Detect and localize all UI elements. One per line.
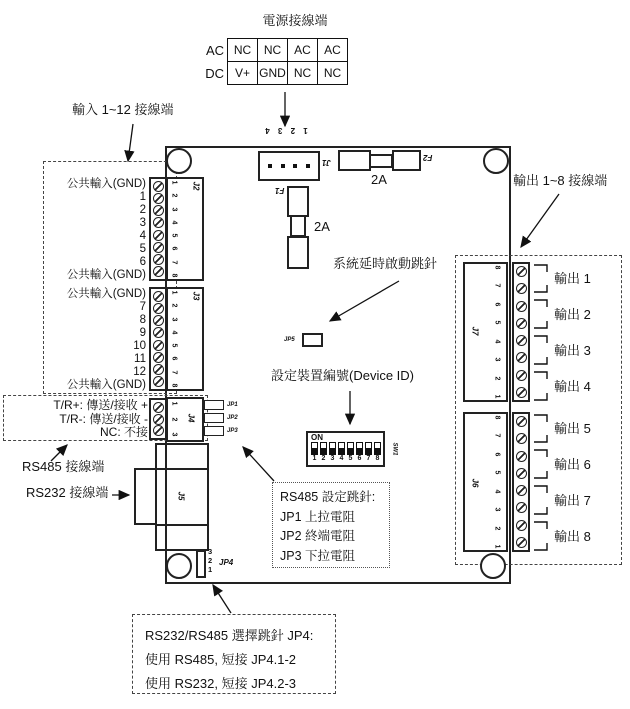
screw-terminal — [153, 217, 164, 228]
inputs-arrow — [128, 124, 133, 161]
power-cell: GND — [258, 62, 288, 85]
screw-terminal — [153, 266, 164, 277]
screw-terminal — [153, 205, 164, 216]
jp4-pin-2: 2 — [208, 556, 213, 565]
power-cell: NC — [228, 39, 258, 62]
dip-on-label: ON — [311, 433, 323, 442]
rs232-terminal-label: RS232 接線端 — [26, 485, 109, 500]
rs485-jumper-note: RS485 設定跳針: JP1 上拉電阻 JP2 終端電阻 JP3 下拉電阻 — [272, 482, 390, 568]
dip-switch-8 — [374, 442, 381, 455]
screw-terminal — [516, 502, 527, 513]
j3-terminal-screws — [149, 287, 167, 391]
ref-f2: F2 — [423, 153, 433, 162]
power-row-label-ac: AC — [205, 43, 224, 58]
mounting-hole-bottom-right — [480, 553, 506, 579]
outputs-title: 輸出 1~8 接線端 — [513, 173, 608, 188]
screw-terminal — [153, 414, 164, 425]
output-label-3: 輸出 3 — [554, 343, 591, 358]
input-rows-1-6: 公共輸入(GND) 1 2 3 4 5 6 公共輸入(GND) — [66, 178, 146, 281]
ref-j4: J4 — [186, 413, 196, 423]
delay-jumper-label: 系統延時啟動跳針 — [333, 256, 438, 271]
screw-terminal — [516, 520, 527, 531]
inputs-title: 輸入 1~12 接線端 — [72, 102, 174, 117]
power-cell: NC — [318, 62, 348, 85]
jumper-jp3 — [204, 426, 224, 436]
j6-pin-numbers: 8 7 6 5 4 3 2 1 — [493, 415, 501, 549]
dip-switch-1 — [311, 442, 318, 455]
outputs-arrow — [521, 194, 559, 247]
j7-pin-numbers: 8 7 6 5 4 3 2 1 — [493, 265, 501, 399]
j6-terminal-screws — [512, 412, 530, 552]
screw-terminal — [516, 537, 527, 548]
ref-jp1: JP1 — [227, 402, 238, 408]
j5-db9-flange — [134, 468, 157, 525]
rs485-terminal-label: RS485 接線端 — [22, 459, 105, 474]
power-cell: NC — [288, 62, 318, 85]
device-id-label: 設定裝置編號(Device ID) — [271, 368, 415, 383]
screw-terminal — [516, 301, 527, 312]
fuse-f2-body-mid — [369, 154, 393, 168]
jumper-jp4 — [196, 550, 206, 578]
screw-terminal — [516, 387, 527, 398]
jumper-jp2 — [204, 413, 224, 423]
power-terminal-title: 電源接線端 — [262, 13, 328, 28]
power-terminal-table — [227, 38, 348, 85]
screw-terminal — [153, 340, 164, 351]
jp4-note-arrow — [213, 585, 231, 613]
dip-switch-4 — [338, 442, 345, 455]
jp4-selection-note: RS232/RS485 選擇跳針 JP4: 使用 RS485, 短接 JP4.1-2 使用 RS232, 短接 JP4.2-3 — [132, 614, 336, 694]
power-cell: AC — [318, 39, 348, 62]
fuse-f2-body-left — [338, 150, 371, 171]
screw-terminal — [153, 254, 164, 265]
power-row-label-dc: DC — [205, 66, 224, 81]
screw-terminal — [153, 402, 164, 413]
fuse-f1-body-top — [287, 186, 309, 217]
power-cell: V+ — [228, 62, 258, 85]
output-label-6: 輸出 6 — [554, 457, 591, 472]
fuse-f1-body-bottom — [287, 236, 309, 269]
screw-terminal — [516, 468, 527, 479]
screw-terminal — [153, 291, 164, 302]
ref-j6: J6 — [470, 478, 480, 488]
screw-terminal — [153, 242, 164, 253]
j2-pin-numbers: 1 2 3 4 5 6 7 8 — [170, 180, 178, 278]
jumper-jp5 — [302, 333, 323, 347]
dip-switch-6 — [356, 442, 363, 455]
connector-j1 — [258, 151, 320, 181]
fuse-f2-body-right — [392, 150, 421, 171]
dip-switch-5 — [347, 442, 354, 455]
output-label-1: 輸出 1 — [554, 271, 591, 286]
screw-terminal — [516, 266, 527, 277]
screw-terminal — [153, 425, 164, 436]
screw-terminal — [516, 318, 527, 329]
mounting-hole-top-left — [166, 148, 192, 174]
output-label-4: 輸出 4 — [554, 379, 591, 394]
ref-j3: J3 — [191, 291, 201, 301]
ref-f1: F1 — [275, 186, 285, 195]
ref-j2: J2 — [191, 181, 201, 191]
screw-terminal — [153, 364, 164, 375]
mounting-hole-top-right — [483, 148, 509, 174]
jp4-pin-1: 1 — [208, 565, 213, 574]
output-label-7: 輸出 7 — [554, 493, 591, 508]
jp4-pin-3: 3 — [208, 547, 213, 556]
dip-switch-sw1: ON 1 2 3 4 5 6 7 8 — [306, 431, 385, 467]
screw-terminal — [153, 230, 164, 241]
ref-jp3: JP3 — [227, 428, 238, 434]
ref-j5: J5 — [176, 491, 186, 501]
j4-terminal-screws — [149, 398, 167, 440]
screw-terminal — [153, 315, 164, 326]
ref-j1: J1 — [322, 158, 331, 167]
ref-jp2: JP2 — [227, 415, 238, 421]
screw-terminal — [516, 283, 527, 294]
screw-terminal — [516, 433, 527, 444]
screw-terminal — [516, 451, 527, 462]
fuse-f2-rating: 2A — [371, 172, 387, 187]
ref-j7: J7 — [470, 326, 480, 336]
screw-terminal — [516, 352, 527, 363]
fuse-f1-body-mid — [290, 215, 306, 237]
j3-pin-numbers: 1 2 3 4 5 6 7 8 — [170, 290, 178, 388]
screw-terminal — [516, 485, 527, 496]
output-label-8: 輸出 8 — [554, 529, 591, 544]
output-label-2: 輸出 2 — [554, 307, 591, 322]
ref-jp5: JP5 — [284, 337, 295, 343]
jumper-jp1 — [204, 400, 224, 410]
dip-switch-7 — [365, 442, 372, 455]
screw-terminal — [516, 416, 527, 427]
screw-terminal — [516, 370, 527, 381]
mounting-hole-bottom-left — [166, 553, 192, 579]
j5-divider — [155, 524, 209, 526]
dip-switch-2 — [320, 442, 327, 455]
screw-terminal — [153, 376, 164, 387]
ref-sw1: SW1 — [391, 442, 398, 456]
power-pin-numbers: 1 2 3 4 — [262, 126, 308, 135]
fuse-f1-rating: 2A — [314, 219, 330, 234]
j7-terminal-screws — [512, 262, 530, 402]
input-rows-7-12: 公共輸入(GND) 7 8 9 10 11 12 公共輸入(GND) — [66, 288, 146, 391]
screw-terminal — [516, 335, 527, 346]
j4-pin-numbers: 1 2 3 — [170, 401, 178, 437]
tr-signal-legend: T/R+: 傳送/接收 + T/R-: 傳送/接收 - NC: 不接 — [53, 398, 148, 439]
j2-terminal-screws — [149, 177, 167, 281]
ref-jp4: JP4 — [219, 558, 234, 567]
power-cell: NC — [258, 39, 288, 62]
power-cell: AC — [288, 39, 318, 62]
dip-switch-3 — [329, 442, 336, 455]
screw-terminal — [153, 181, 164, 192]
screw-terminal — [153, 327, 164, 338]
j1-pins — [260, 153, 318, 179]
screw-terminal — [153, 193, 164, 204]
screw-terminal — [153, 303, 164, 314]
output-label-5: 輸出 5 — [554, 421, 591, 436]
screw-terminal — [153, 352, 164, 363]
j5-divider — [155, 468, 209, 470]
